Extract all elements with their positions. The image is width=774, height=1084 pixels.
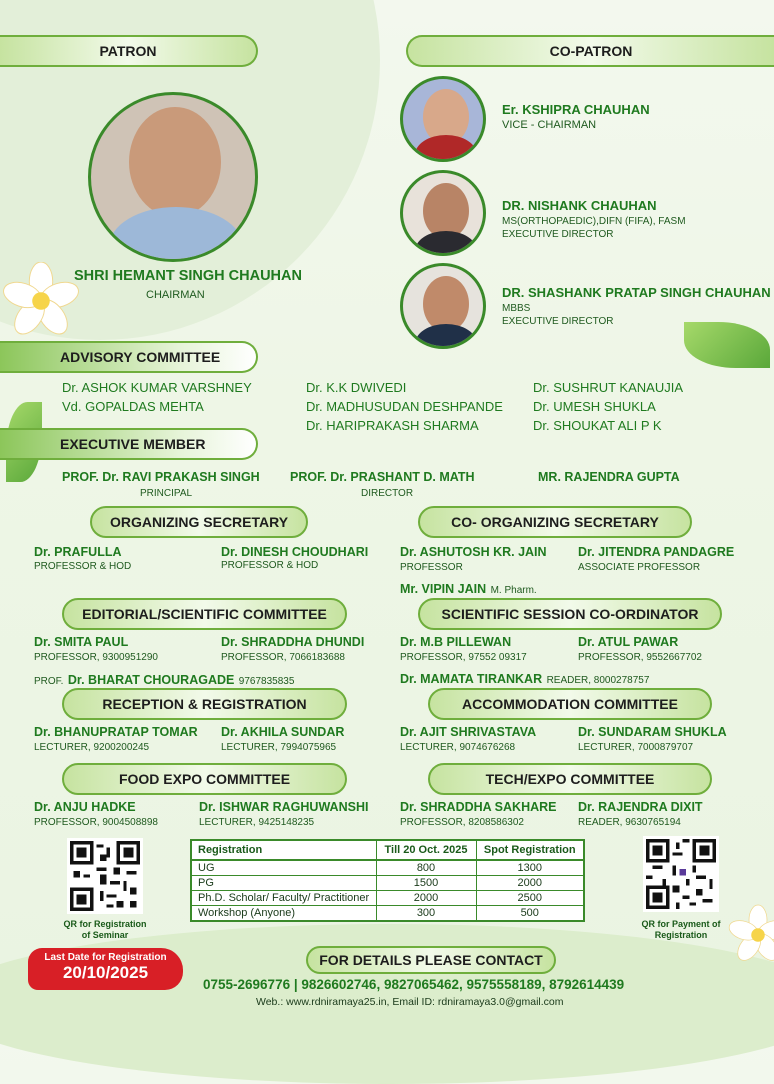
reception-member-role: LECTURER, 9200200245: [34, 742, 150, 753]
executive-member-name: PROF. Dr. RAVI PRAKASH SINGH: [62, 470, 260, 484]
organizing-member-name: Dr. PRAFULLA: [34, 545, 122, 559]
accommodation-member-role: LECTURER, 9074676268: [400, 742, 516, 753]
qr-seminar-caption-line: of Seminar: [81, 930, 129, 940]
co-patron-photo-2: [400, 170, 486, 256]
advisory-member: Dr. ASHOK KUMAR VARSHNEY: [62, 380, 252, 395]
organizing-member-role: PROFESSOR & HOD: [221, 560, 319, 571]
co-organizing-member-role: PROFESSOR: [400, 562, 463, 573]
co-patron-3-qualification: MBBS: [502, 303, 531, 314]
contact-phones: 0755-2696776 | 9826602746, 9827065462, 9575558189, 8792614439: [203, 977, 625, 992]
editorial-member-name: Dr. SMITA PAUL: [34, 635, 129, 649]
editorial-member-role: PROFESSOR, 7066183688: [221, 652, 345, 663]
deadline-label: Last Date for Registration: [44, 952, 167, 963]
contact-heading: FOR DETAILS PLEASE CONTACT: [306, 946, 556, 974]
scientific-session-member-name: Dr. ATUL PAWAR: [578, 635, 679, 649]
table-cell: Workshop (Anyone): [191, 906, 376, 922]
tech-expo-member-name: Dr. SHRADDHA SAKHARE: [400, 800, 557, 814]
advisory-member: Vd. GOPALDAS MEHTA: [62, 399, 204, 414]
table-cell: 1300: [476, 860, 584, 876]
table-cell: 2000: [376, 891, 476, 906]
food-expo-heading: FOOD EXPO COMMITTEE: [62, 763, 347, 795]
reception-heading: RECEPTION & REGISTRATION: [62, 688, 347, 720]
patron-heading: PATRON: [0, 35, 258, 67]
editorial-member-name: Dr. SHRADDHA DHUNDI: [221, 635, 365, 649]
co-organizing-member-name: Dr. JITENDRA PANDAGRE: [578, 545, 735, 559]
frangipani-flower-icon: [2, 262, 80, 340]
reception-member-name: Dr. AKHILA SUNDAR: [221, 725, 345, 739]
organizing-member-name: Dr. DINESH CHOUDHARI: [221, 545, 369, 559]
reception-member-name: Dr. BHANUPRATAP TOMAR: [34, 725, 198, 739]
table-header-row: [191, 840, 584, 860]
table-row: [191, 891, 584, 906]
qr-seminar-caption: [50, 919, 160, 941]
patron-photo: [88, 92, 258, 262]
tech-expo-member-role: PROFESSOR, 8208586302: [400, 817, 524, 828]
patron-name: SHRI HEMANT SINGH CHAUHAN: [74, 268, 302, 284]
co-organizing-member-name: Dr. ASHUTOSH KR. JAIN: [400, 545, 547, 559]
co-patron-photo-1: [400, 76, 486, 162]
co-organizing-member-role: ASSOCIATE PROFESSOR: [578, 562, 701, 573]
scientific-session-extra-name: Dr. MAMATA TIRANKAR: [400, 672, 543, 686]
qr-code-payment[interactable]: [643, 836, 719, 912]
qr-code-icon: [646, 839, 716, 909]
scientific-session-member-name: Dr. M.B PILLEWAN: [400, 635, 512, 649]
advisory-member: Dr. SHOUKAT ALI P K: [533, 418, 662, 433]
table-cell: 2500: [476, 891, 584, 906]
contact-web-email[interactable]: Web.: www.rdniramaya25.in, Email ID: rdniramaya3.0@gmail.com: [256, 996, 564, 1008]
executive-member-role: PRINCIPAL: [140, 488, 193, 499]
deadline-date: 20/10/2025: [62, 963, 149, 982]
advisory-member: Dr. SUSHRUT KANAUJIA: [533, 380, 684, 395]
accommodation-heading: ACCOMMODATION COMMITTEE: [428, 688, 712, 720]
co-patron-3-name: DR. SHASHANK PRATAP SINGH CHAUHAN: [502, 285, 771, 300]
food-expo-member-name: Dr. ANJU HADKE: [34, 800, 136, 814]
executive-member-role: DIRECTOR: [361, 488, 414, 499]
leaf-icon: [684, 322, 770, 368]
table-cell: 800: [376, 860, 476, 876]
food-expo-member-name: Dr. ISHWAR RAGHUWANSHI: [199, 800, 369, 814]
advisory-member: Dr. HARIPRAKASH SHARMA: [306, 418, 479, 433]
table-cell: 300: [376, 906, 476, 922]
food-expo-member-role: PROFESSOR, 9004508898: [34, 817, 158, 828]
tech-expo-heading: TECH/EXPO COMMITTEE: [428, 763, 712, 795]
co-organizing-heading: CO- ORGANIZING SECRETARY: [418, 506, 692, 538]
table-header-cell: Registration: [191, 840, 376, 860]
editorial-member-role: PROFESSOR, 9300951290: [34, 652, 158, 663]
editorial-extra-prefix: PROF.: [34, 676, 64, 687]
accommodation-member-name: Dr. AJIT SHRIVASTAVA: [400, 725, 537, 739]
table-header-cell: Till 20 Oct. 2025: [376, 840, 476, 860]
executive-member-name: PROF. Dr. PRASHANT D. MATH: [290, 470, 475, 484]
qr-code-icon: [70, 841, 140, 911]
co-organizing-extra: [400, 580, 537, 598]
food-expo-member-role: LECTURER, 9425148235: [199, 817, 315, 828]
editorial-heading: EDITORIAL/SCIENTIFIC COMMITTEE: [62, 598, 347, 630]
accommodation-member-role: LECTURER, 7000879707: [578, 742, 694, 753]
advisory-heading: ADVISORY COMMITTEE: [0, 341, 258, 373]
table-row: [191, 906, 584, 922]
table-header-cell: Spot Registration: [476, 840, 584, 860]
co-patron-3-role: EXECUTIVE DIRECTOR: [502, 316, 614, 327]
editorial-extra-phone: 9767835835: [238, 676, 295, 687]
advisory-member: Dr. K.K DWIVEDI: [306, 380, 407, 395]
qr-code-seminar[interactable]: [67, 838, 143, 914]
table-row: [191, 876, 584, 891]
editorial-extra-name: Dr. BHARAT CHOURAGADE: [67, 673, 235, 687]
table-cell: 1500: [376, 876, 476, 891]
co-patron-2-name: DR. NISHANK CHAUHAN: [502, 198, 657, 213]
co-organizing-extra-role: M. Pharm.: [490, 585, 537, 596]
table-row: [191, 860, 584, 876]
qr-payment-caption-line: Registration: [654, 930, 708, 940]
qr-seminar-caption-line: QR for Registration: [63, 919, 147, 929]
co-patron-heading: CO-PATRON: [406, 35, 774, 67]
scientific-session-heading: SCIENTIFIC SESSION CO-ORDINATOR: [418, 598, 722, 630]
table-cell: 2000: [476, 876, 584, 891]
patron-role: CHAIRMAN: [146, 289, 205, 301]
table-cell: Ph.D. Scholar/ Faculty/ Practitioner: [191, 891, 376, 906]
scientific-session-extra-role: READER, 8000278757: [546, 675, 650, 686]
registration-deadline-badge: [28, 948, 183, 990]
co-patron-2-role: EXECUTIVE DIRECTOR: [502, 229, 614, 240]
organizing-heading: ORGANIZING SECRETARY: [90, 506, 308, 538]
co-patron-1-role: VICE - CHAIRMAN: [502, 119, 597, 131]
table-cell: UG: [191, 860, 376, 876]
scientific-session-member-role: PROFESSOR, 97552 09317: [400, 652, 527, 663]
registration-fee-table: [190, 839, 585, 922]
table-cell: PG: [191, 876, 376, 891]
scientific-session-member-role: PROFESSOR, 9552667702: [578, 652, 702, 663]
executive-heading: EXECUTIVE MEMBER: [0, 428, 258, 460]
executive-member-name: MR. RAJENDRA GUPTA: [538, 470, 680, 484]
qr-payment-caption-line: QR for Payment of: [641, 919, 721, 929]
advisory-member: Dr. UMESH SHUKLA: [533, 399, 656, 414]
table-cell: 500: [476, 906, 584, 922]
tech-expo-member-role: READER, 9630765194: [578, 817, 681, 828]
accommodation-member-name: Dr. SUNDARAM SHUKLA: [578, 725, 727, 739]
reception-member-role: LECTURER, 7994075965: [221, 742, 337, 753]
advisory-member: Dr. MADHUSUDAN DESHPANDE: [306, 399, 503, 414]
co-organizing-extra-name: Mr. VIPIN JAIN: [400, 582, 487, 596]
organizing-member-role: PROFESSOR & HOD: [34, 561, 132, 572]
co-patron-2-qualification: MS(ORTHOPAEDIC),DIFN (FIFA), FASM: [502, 216, 686, 227]
editorial-extra: [34, 671, 294, 689]
co-patron-1-name: Er. KSHIPRA CHAUHAN: [502, 102, 650, 117]
scientific-session-extra: [400, 670, 649, 688]
qr-payment-caption: [626, 919, 736, 941]
tech-expo-member-name: Dr. RAJENDRA DIXIT: [578, 800, 703, 814]
co-patron-photo-3: [400, 263, 486, 349]
